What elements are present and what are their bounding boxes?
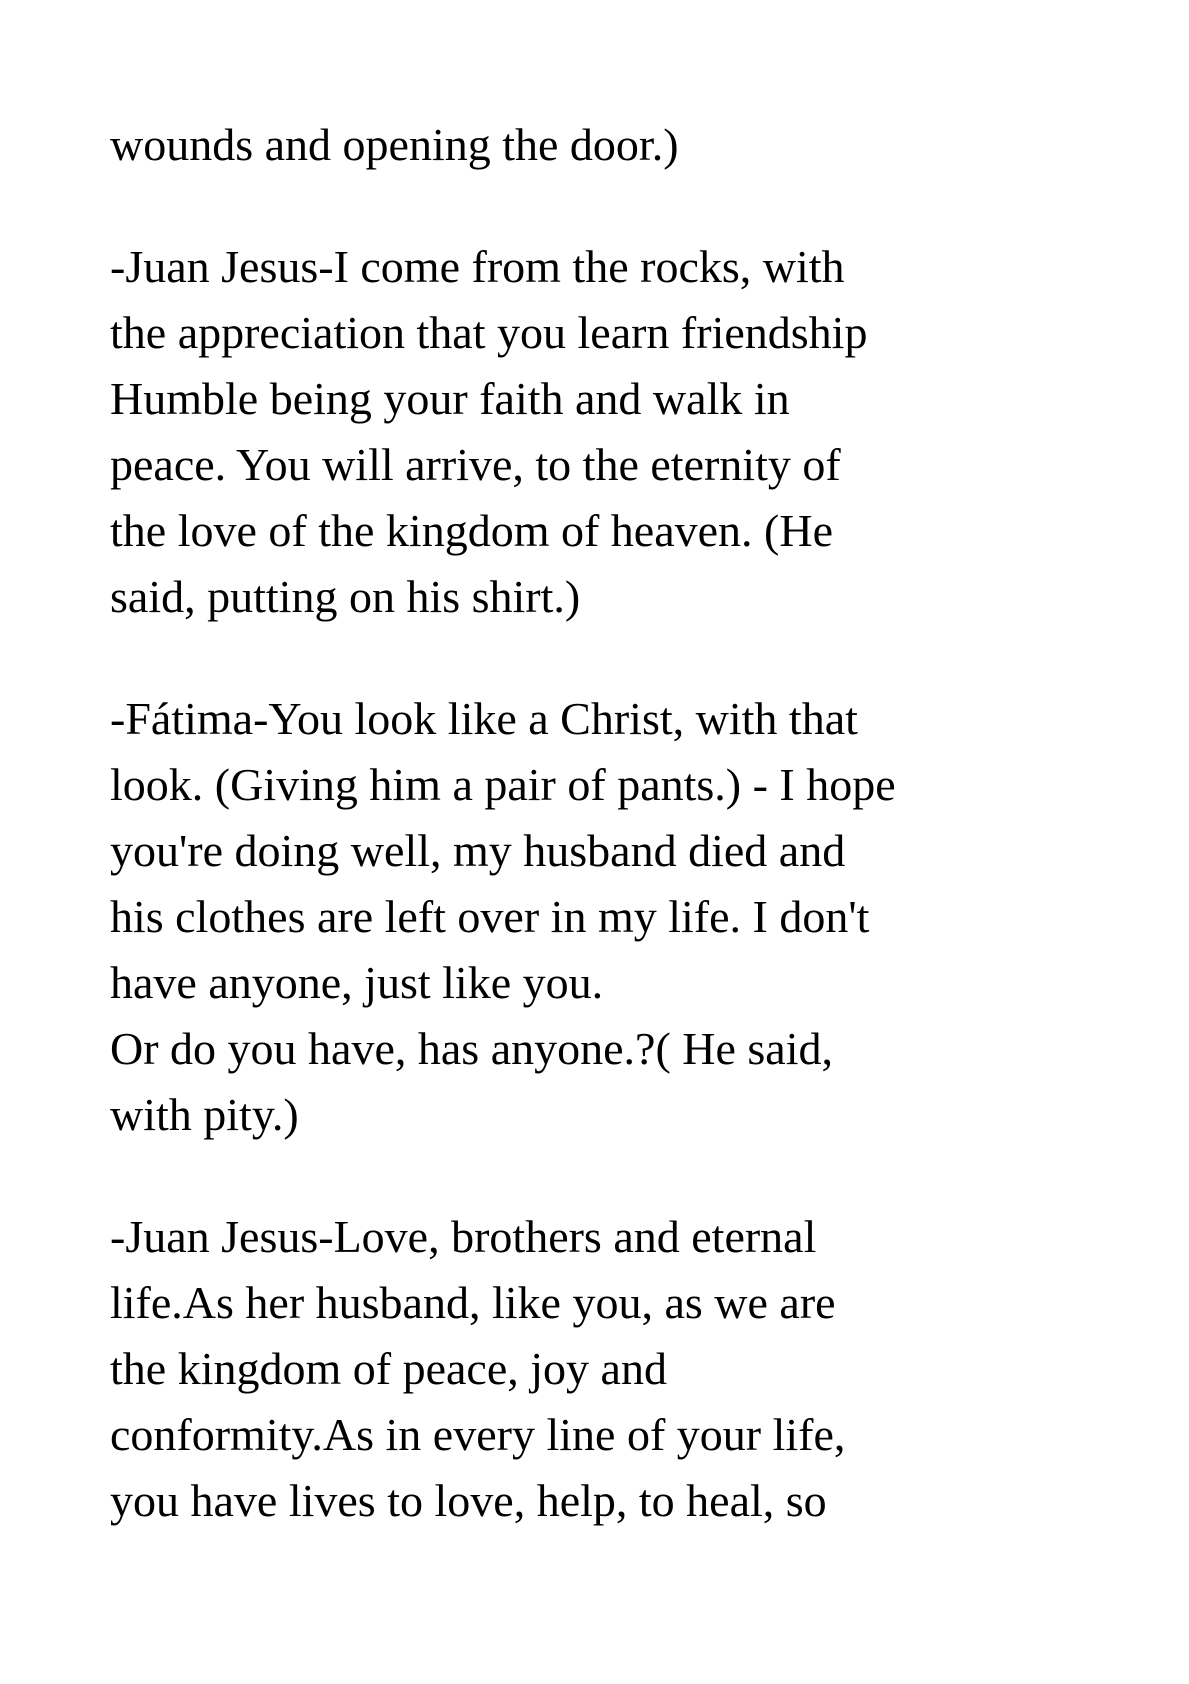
text-line: look. (Giving him a pair of pants.) - I hope <box>110 759 896 810</box>
text-line: Or do you have, has anyone.?( He said, <box>110 1023 833 1074</box>
text-line: wounds and opening the door.) <box>110 119 679 170</box>
text-line: -Juan Jesus-I come from the rocks, with <box>110 241 845 292</box>
text-line: Humble being your faith and walk in <box>110 373 790 424</box>
paragraph-scene-direction <box>110 112 1129 178</box>
text-line: conformity.As in every line of your life, <box>110 1409 846 1460</box>
text-line: said, putting on his shirt.) <box>110 571 581 622</box>
text-line: have anyone, just like you. <box>110 957 604 1008</box>
paragraph-juan-jesus-dialogue-1 <box>110 234 1129 630</box>
text-line: the love of the kingdom of heaven. (He <box>110 505 833 556</box>
text-line: -Juan Jesus-Love, brothers and eternal <box>110 1211 817 1262</box>
text-line: with pity.) <box>110 1089 299 1140</box>
paragraph-juan-jesus-dialogue-2 <box>110 1204 1129 1534</box>
text-line: life.As her husband, like you, as we are <box>110 1277 836 1328</box>
paragraph-fatima-dialogue <box>110 686 1129 1148</box>
text-line: you're doing well, my husband died and <box>110 825 846 876</box>
text-line: the kingdom of peace, joy and <box>110 1343 667 1394</box>
text-line: peace. You will arrive, to the eternity of <box>110 439 841 490</box>
text-line: the appreciation that you learn friendship <box>110 307 868 358</box>
text-line: you have lives to love, help, to heal, so <box>110 1475 827 1526</box>
text-line: -Fátima-You look like a Christ, with that <box>110 693 858 744</box>
text-line: his clothes are left over in my life. I don't <box>110 891 870 942</box>
